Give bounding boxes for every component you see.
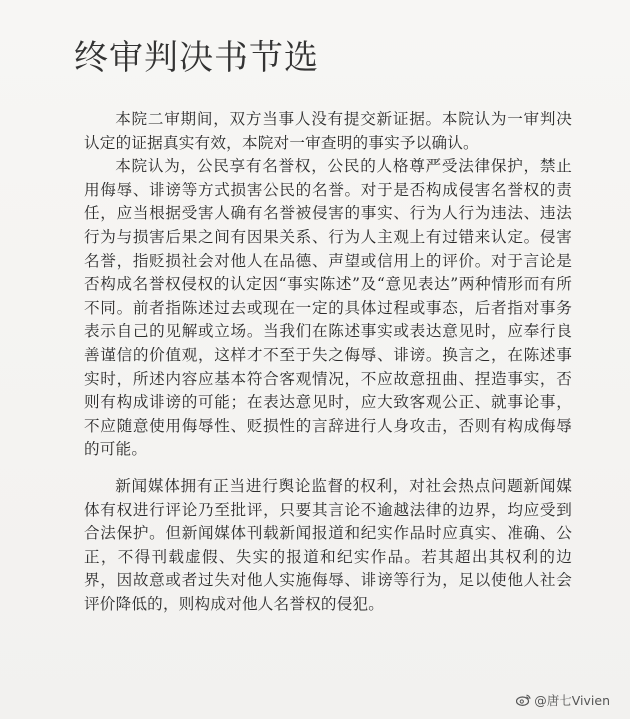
weibo-icon <box>516 694 531 706</box>
watermark <box>516 691 610 709</box>
document-body <box>84 108 572 630</box>
watermark-text: @唐七Vivien <box>534 693 610 708</box>
paragraph-3: 新闻媒体拥有正当进行舆论监督的权利，对社会热点问题新闻媒体有权进行评论乃至批评，只要其言论不逾越法律的边界，均应受到合法保护。但新闻媒体刊载新闻报道和纪实作品时应真实、准确、公正，不得刊载虚假、失实的报道和纪实作品。若其超出其权利的边界，因故意或者过失对他人实施侮辱、诽谤等行为，足以使他人社会评价降低的，则构成对他人名誉权的侵犯。 <box>84 476 572 613</box>
paragraph-1: 本院二审期间，双方当事人没有提交新证据。本院认为一审判决认定的证据真实有效，本院对一审查明的事实予以确认。 <box>84 110 572 152</box>
document-title: 终审判决书节选 <box>74 38 319 78</box>
paragraph-2: 本院认为，公民享有名誉权，公民的人格尊严受法律保护，禁止用侮辱、诽谤等方式损害公民的名誉。对于是否构成侵害名誉权的责任，应当根据受害人确有名誉被侵害的事实、行为人行为违法、违法行为与损害后果之间有因果关系、行为人主观上有过错来认定。侵害名誉，指贬损社会对他人在品德、声望或信用上的评价。对于言论是否构成名誉权侵权的认定因“事实陈述”及“意见表达”两种情形而有所不同。前者指陈述过去或现在一定的具体过程或事态，后者指对事务表示自己的见解或立场。当我们在陈述事实或表达意见时，应奉行良善谨信的价值观，这样才不至于失之侮辱、诽谤。换言之，在陈述事实时，所述内容应基本符合客观情况，不应故意扭曲、捏造事实，否则有构成诽谤的可能；在表达意见时，应大致客观公正、就事论事，不应随意使用侮辱性、贬损性的言辞进行人身攻击，否则有构成侮辱的可能。 <box>84 157 572 459</box>
